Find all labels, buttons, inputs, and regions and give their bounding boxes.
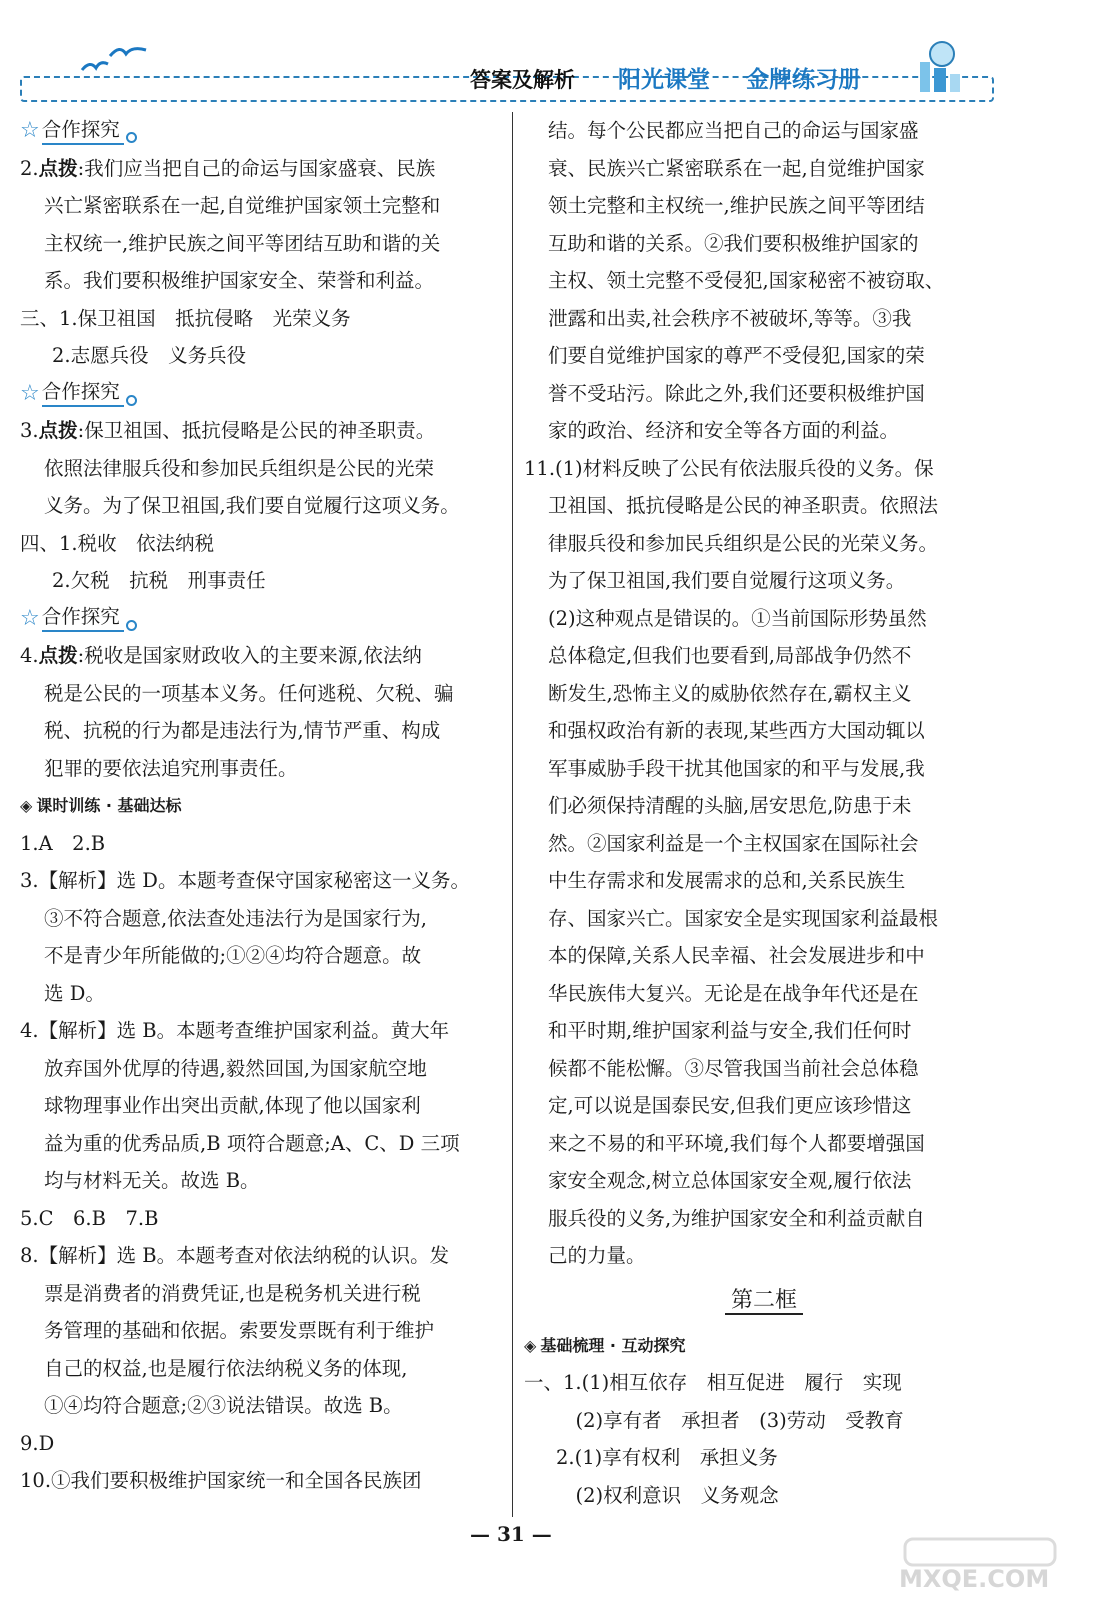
answer-line: 衰、民族兴亡紧密联系在一起,自觉维护国家	[548, 156, 925, 180]
answer-line: 来之不易的和平环境,我们每个人都要增强国	[548, 1131, 925, 1155]
answer-line: 泄露和出卖,社会秩序不被破坏,等等。③我	[548, 306, 912, 330]
answer-line: 华民族伟大复兴。无论是在战争年代还是在	[548, 981, 919, 1005]
answer-line: 依照法律服兵役和参加民兵组织是公民的光荣	[44, 456, 435, 480]
answer-line: 定,可以说是国泰民安,但我们更应该珍惜这	[548, 1094, 912, 1117]
answer-line: 誉不受玷污。除此之外,我们还要积极维护国	[548, 381, 925, 405]
section-heading-text: 合作探究	[42, 604, 124, 632]
answer-line: 1.A 2.B	[20, 831, 106, 855]
answer-line: (2)这种观点是错误的。①当前国际形势虽然	[548, 606, 927, 630]
watermark-text: MXQE.COM	[899, 1565, 1050, 1593]
answer-line: 2.(1)享有权利 承担义务	[556, 1446, 778, 1469]
hint-text: :税收是国家财政收入的主要来源,依法纳	[77, 644, 422, 667]
header-brand-2: 金牌练习册	[746, 66, 861, 93]
answer-line: 2.志愿兵役 义务兵役	[52, 344, 247, 367]
answer-line: 10.①我们要积极维护国家统一和全国各民族团	[20, 1469, 422, 1492]
answer-line: 自己的权益,也是履行依法纳税义务的体现,	[44, 1356, 408, 1380]
section-heading	[20, 600, 500, 638]
answer-line: 犯罪的要依法追究刑事责任。	[44, 756, 298, 780]
answer-line: ①④均符合题意;②③说法错误。故选 B。	[44, 1394, 403, 1417]
page-number: — 31 —	[470, 1522, 552, 1546]
star-icon: ☆	[20, 118, 40, 143]
frame-title-text: 第二框	[725, 1288, 803, 1315]
section-heading	[20, 112, 500, 150]
answer-line: 9.D	[20, 1431, 55, 1455]
question-number: 4.	[20, 644, 39, 667]
answer-line: 三、1.保卫祖国 抵抗侵略 光荣义务	[20, 306, 351, 330]
hint-label: 点拨	[38, 419, 78, 442]
answer-line: 律服兵役和参加民兵组织是公民的光荣义务。	[548, 531, 939, 555]
answer-line: 为了保卫祖国,我们要自觉履行这项义务。	[548, 569, 906, 592]
column-divider	[512, 112, 513, 1517]
answer-line: 不是青少年所能做的;①②④均符合题意。故	[44, 944, 422, 967]
hint-text: :保卫祖国、抵抗侵略是公民的神圣职责。	[77, 419, 436, 442]
answer-line	[20, 412, 500, 450]
star-icon: ☆	[20, 380, 40, 406]
diamond-icon: ◈	[524, 1335, 537, 1355]
answer-line: 球物理事业作出突出贡献,体现了他以国家利	[44, 1094, 421, 1117]
answer-line: 税是公民的一项基本义务。任何逃税、欠税、骗	[44, 681, 454, 705]
answer-line: 断发生,恐怖主义的威胁依然存在,霸权主义	[548, 681, 912, 705]
header-brand-1: 阳光课堂	[618, 66, 710, 93]
answer-line: 己的力量。	[548, 1244, 646, 1267]
hint-label: 点拨	[38, 156, 78, 180]
answer-line: (2)享有者 承担者 (3)劳动 受教育	[556, 1408, 904, 1432]
answer-line: 们必须保持清醒的头脑,居安思危,防患于未	[548, 794, 912, 817]
answer-line: 放弃国外优厚的待遇,毅然回国,为国家航空地	[44, 1056, 427, 1080]
section-heading-text: 合作探究	[42, 379, 124, 407]
birds-icon	[80, 42, 150, 76]
hint-text: :我们应当把自己的命运与国家盛衰、民族	[77, 156, 436, 180]
answer-line: 和强权政治有新的表现,某些西方大国动辄以	[548, 719, 925, 742]
answer-line: 11.(1)材料反映了公民有依法服兵役的义务。保	[524, 456, 934, 480]
answer-line: 系。我们要积极维护国家安全、荣誉和利益。	[44, 269, 435, 292]
exercise-badge	[20, 787, 500, 825]
answer-line: 总体稳定,但我们也要看到,局部战争仍然不	[548, 644, 912, 667]
answer-line: 服兵役的义务,为维护国家安全和利益贡献自	[548, 1206, 925, 1230]
circle-dot-icon	[126, 395, 137, 406]
answer-line: 家的政治、经济和安全等各方面的利益。	[548, 419, 900, 442]
exercise-badge-text: 课时训练 · 基础达标	[36, 796, 182, 815]
answer-line: 互助和谐的关系。②我们要积极维护国家的	[548, 231, 919, 255]
answer-line: 领土完整和主权统一,维护民族之间平等团结	[548, 194, 925, 217]
answer-line: 4.【解析】选 B。本题考查维护国家利益。黄大年	[20, 1019, 450, 1042]
answer-line: 本的保障,关系人民幸福、社会发展进步和中	[548, 944, 925, 967]
lighthouse-icon	[900, 40, 980, 100]
question-number: 2.	[20, 156, 39, 180]
answer-line: 兴亡紧密联系在一起,自觉维护国家领土完整和	[44, 194, 441, 217]
answer-line	[20, 150, 500, 188]
frame-title	[524, 1275, 1004, 1327]
answer-line: 益为重的优秀品质,B 项符合题意;A、C、D 三项	[44, 1131, 460, 1155]
answer-line: 税、抗税的行为都是违法行为,情节严重、构成	[44, 719, 441, 742]
section-heading	[20, 375, 500, 413]
answer-line: 然。②国家利益是一个主权国家在国际社会	[548, 831, 919, 855]
answer-line: 8.【解析】选 B。本题考查对依法纳税的认识。发	[20, 1244, 450, 1267]
exercise-badge	[524, 1327, 1004, 1365]
page-header	[18, 40, 996, 106]
answer-line: 们要自觉维护国家的尊严不受侵犯,国家的荣	[548, 344, 925, 367]
answer-line: 卫祖国、抵抗侵略是公民的神圣职责。依照法	[548, 494, 939, 517]
section-heading-text: 合作探究	[42, 117, 124, 145]
answer-line: 四、1.税收 依法纳税	[20, 531, 215, 555]
answer-line: 义务。为了保卫祖国,我们要自觉履行这项义务。	[44, 494, 460, 517]
left-column	[20, 112, 500, 1500]
answer-line: 均与材料无关。故选 B。	[44, 1169, 260, 1192]
answer-line: 票是消费者的消费凭证,也是税务机关进行税	[44, 1281, 421, 1305]
circle-dot-icon	[126, 620, 137, 631]
answer-line: 中生存需求和发展需求的总和,关系民族生	[548, 869, 906, 892]
question-number: 3.	[20, 419, 39, 442]
answer-line: 3.【解析】选 D。本题考查保守国家秘密这一义务。	[20, 869, 470, 892]
exercise-badge-text: 基础梳理 · 互动探究	[540, 1335, 686, 1355]
star-icon: ☆	[20, 605, 40, 631]
answer-line: 务管理的基础和依据。索要发票既有利于维护	[44, 1319, 435, 1342]
answer-line: 家安全观念,树立总体国家安全观,履行依法	[548, 1169, 912, 1192]
right-column	[524, 112, 1004, 1514]
answer-line: 一、1.(1)相互依存 相互促进 履行 实现	[524, 1371, 902, 1394]
answer-line: 和平时期,维护国家利益与安全,我们任何时	[548, 1019, 912, 1042]
answer-line	[20, 637, 500, 675]
answer-line: 2.欠税 抗税 刑事责任	[52, 569, 266, 592]
answer-line: (2)权利意识 义务观念	[556, 1483, 779, 1507]
answer-line: 主权统一,维护民族之间平等团结互助和谐的关	[44, 231, 441, 255]
answer-line: 结。每个公民都应当把自己的命运与国家盛	[548, 119, 919, 142]
answer-line: 军事威胁手段干扰其他国家的和平与发展,我	[548, 756, 925, 780]
answer-line: 选 D。	[44, 981, 105, 1005]
answer-line: 5.C 6.B 7.B	[20, 1206, 159, 1230]
answer-line: 主权、领土完整不受侵犯,国家秘密不被窃取、	[548, 269, 945, 292]
diamond-icon: ◈	[20, 796, 33, 815]
circle-dot-icon	[126, 132, 137, 143]
hint-label: 点拨	[38, 644, 78, 667]
answer-line: 存、国家兴亡。国家安全是实现国家利益最根	[548, 906, 939, 930]
watermark-logo	[895, 1535, 1070, 1593]
answer-line: 候都不能松懈。③尽管我国当前社会总体稳	[548, 1056, 919, 1080]
answer-line: ③不符合题意,依法查处违法行为是国家行为,	[44, 906, 427, 930]
header-answer-label: 答案及解析	[470, 68, 575, 92]
